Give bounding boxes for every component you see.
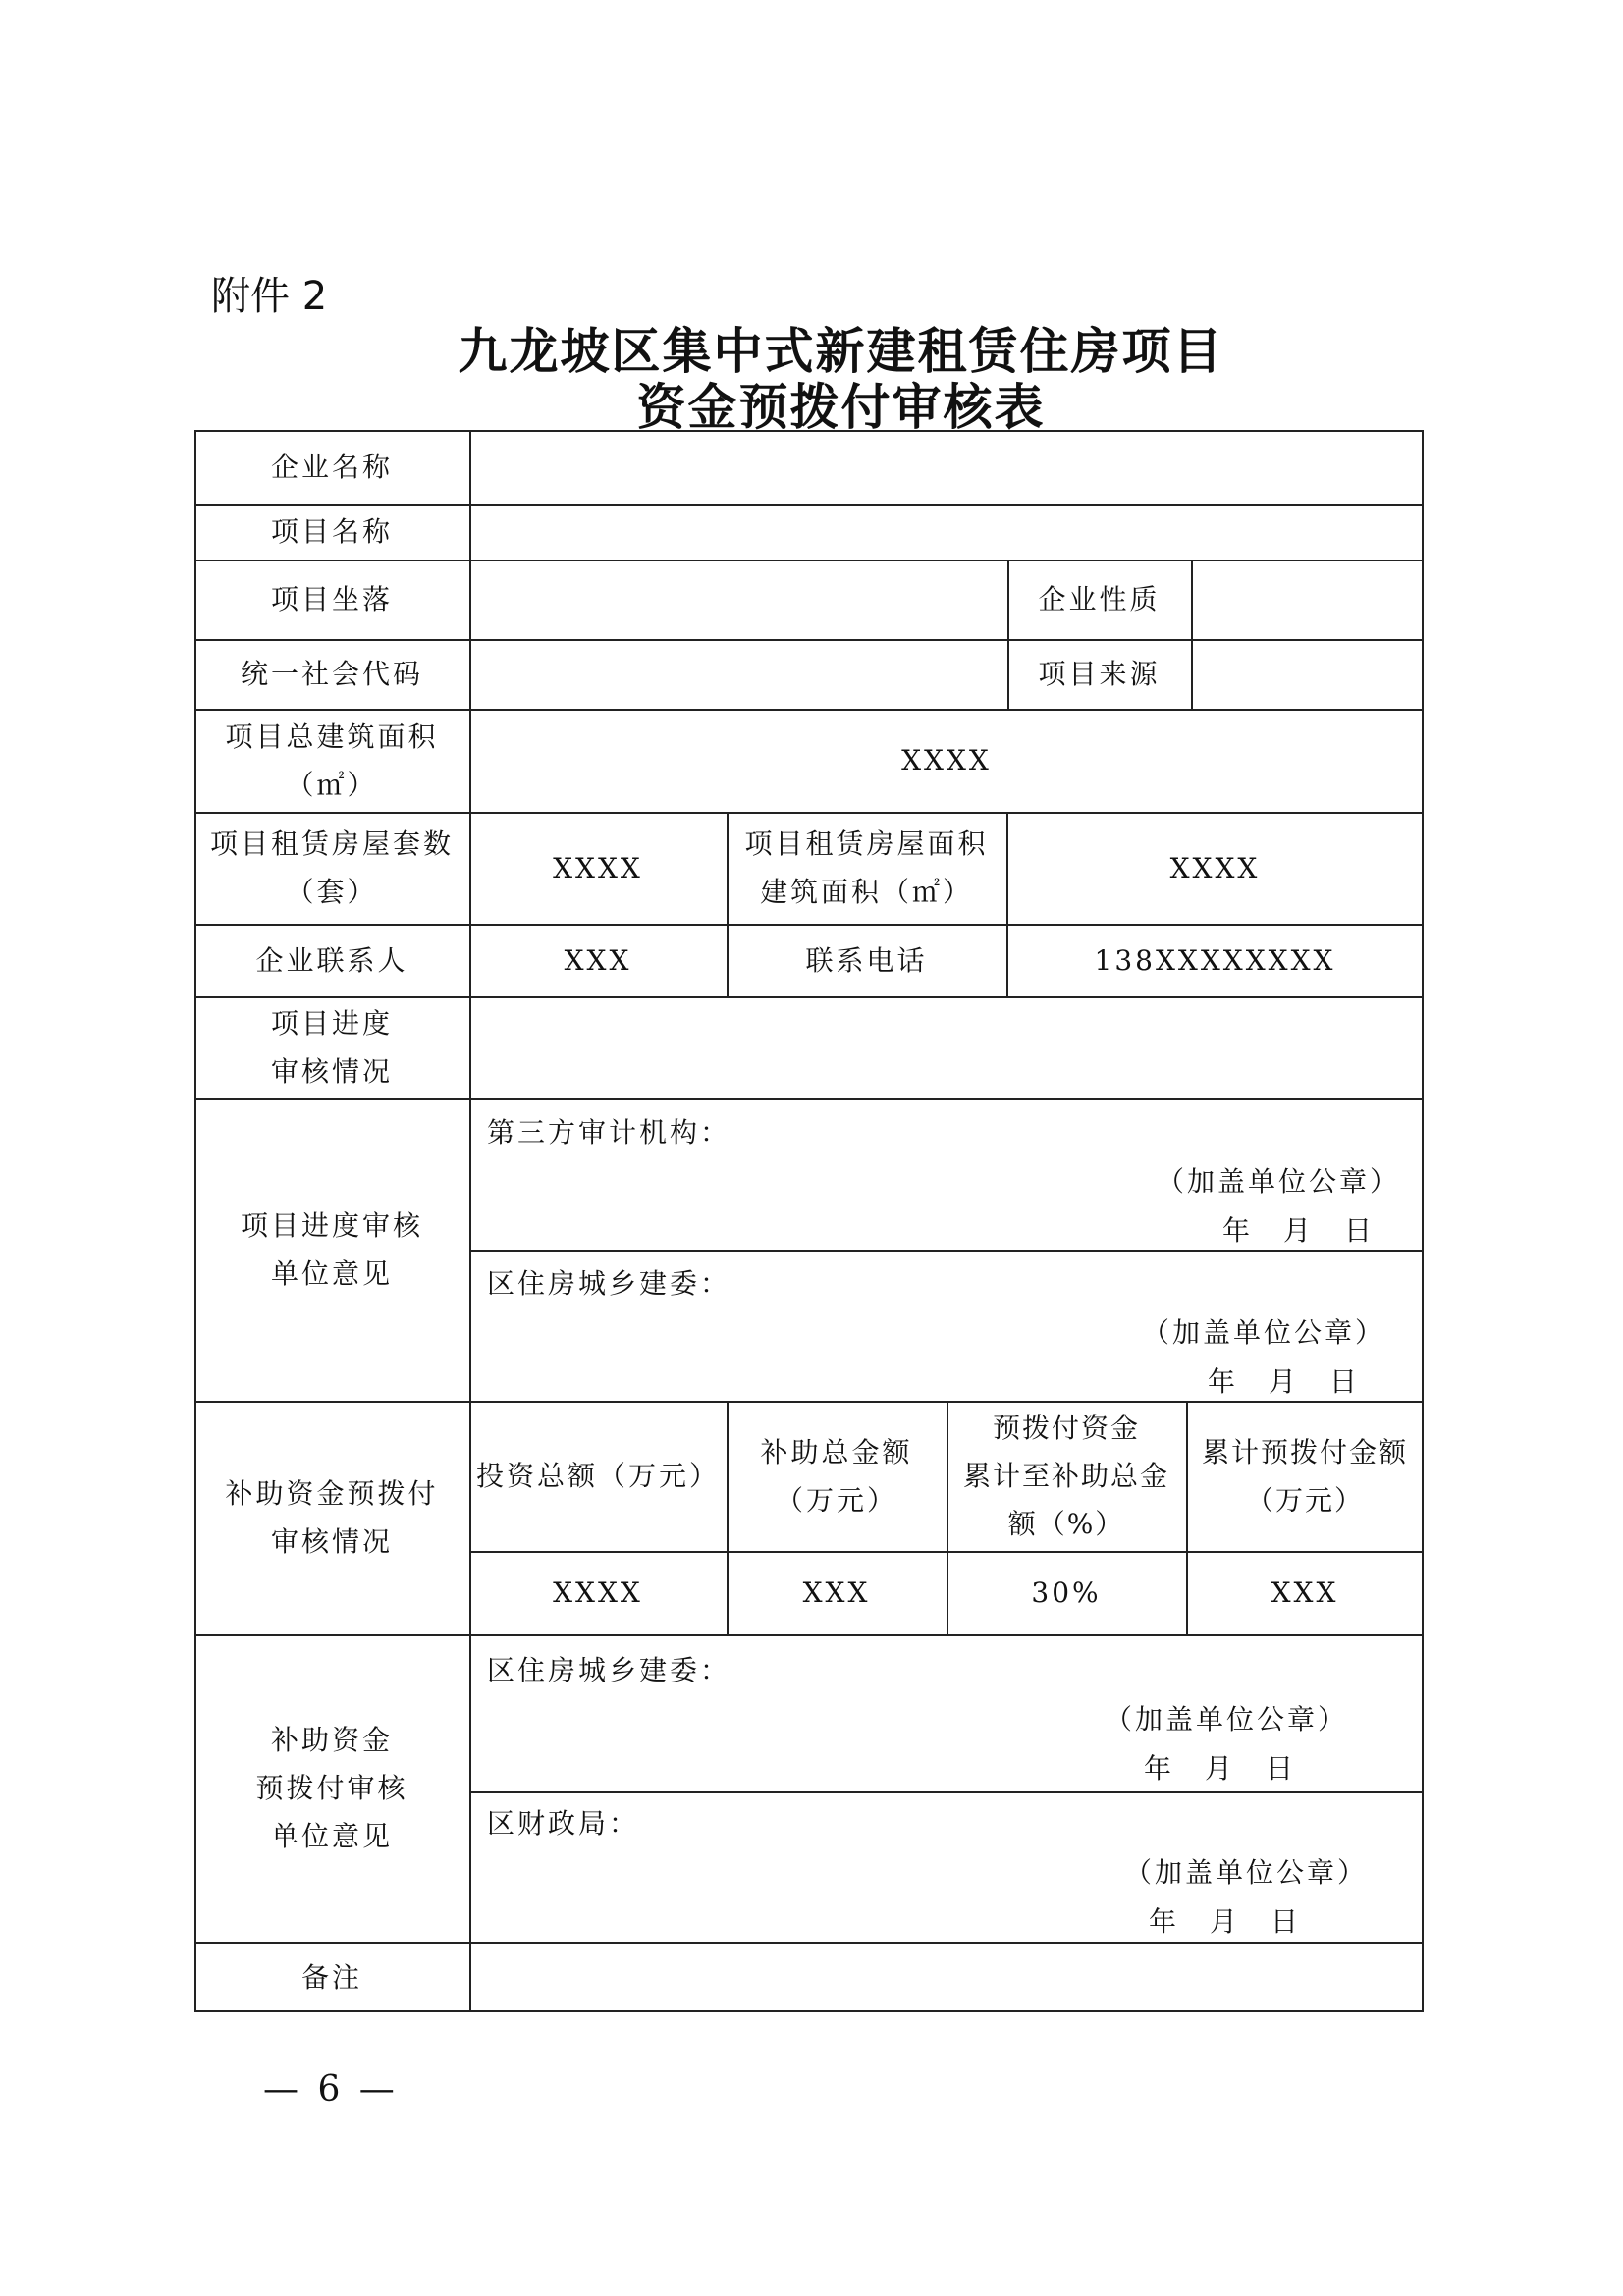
project-source-label: 项目来源 xyxy=(1038,658,1161,690)
housing-committee-label: 区住房城乡建委： xyxy=(487,1267,731,1300)
housing-committee-label: 区住房城乡建委： xyxy=(487,1654,731,1686)
credit-code-label: 统一社会代码 xyxy=(240,658,423,690)
form-title-line-2: 资金预拨付审核表 xyxy=(636,378,1046,436)
seal-note: （加盖单位公章） xyxy=(1157,1165,1401,1198)
company-nature-label: 企业性质 xyxy=(1038,583,1161,615)
signature-date: 年 月 日 xyxy=(1222,1214,1376,1247)
subsidy-audit-label: 补助资金预拨付 审核情况 xyxy=(225,1477,439,1558)
investment-header: 投资总额（万元） xyxy=(475,1460,720,1492)
signature-date: 年 月 日 xyxy=(1208,1365,1361,1398)
signature-date: 年 月 日 xyxy=(1144,1752,1297,1785)
subsidy-total-value[interactable]: XXX xyxy=(802,1576,871,1609)
remarks-field[interactable] xyxy=(469,1942,1424,2012)
company-name-label: 企业名称 xyxy=(270,451,393,483)
company-nature-field[interactable] xyxy=(1191,560,1424,639)
credit-code-field[interactable] xyxy=(469,639,1007,709)
total-area-label: 项目总建筑面积 （㎡） xyxy=(225,720,439,801)
prepay-ratio-value[interactable]: 30% xyxy=(1031,1576,1102,1609)
rental-area-label: 项目租赁房屋面积 建筑面积（㎡） xyxy=(744,828,989,908)
progress-opinion-label: 项目进度审核 单位意见 xyxy=(240,1209,423,1290)
phone-value[interactable]: 138XXXXXXXX xyxy=(1094,943,1336,977)
cumulative-prepay-value[interactable]: XXX xyxy=(1271,1576,1339,1609)
project-source-field[interactable] xyxy=(1191,639,1424,709)
investment-value[interactable]: XXXX xyxy=(553,1576,643,1609)
attachment-label: 附件 2 xyxy=(211,274,328,319)
subsidy-opinion-label: 补助资金 预拨付审核 单位意见 xyxy=(255,1724,408,1852)
finance-bureau-label: 区财政局： xyxy=(487,1807,640,1840)
rental-units-value[interactable]: XXXX xyxy=(553,851,643,884)
seal-note: （加盖单位公章） xyxy=(1105,1703,1349,1735)
subsidy-total-header: 补助总金额 （万元） xyxy=(760,1435,913,1517)
progress-audit-field[interactable] xyxy=(469,996,1424,1098)
cumulative-prepay-header: 累计预拨付金额 （万元） xyxy=(1201,1435,1408,1517)
project-name-field[interactable] xyxy=(469,504,1424,560)
row-divider xyxy=(469,1791,1424,1793)
rental-units-label: 项目租赁房屋套数 （套） xyxy=(209,828,454,908)
phone-label: 联系电话 xyxy=(805,943,928,977)
third-party-auditor-label: 第三方审计机构： xyxy=(487,1116,731,1148)
form-title-line-1: 九龙坡区集中式新建租赁住房项目 xyxy=(458,322,1224,380)
project-location-label: 项目坐落 xyxy=(270,583,393,615)
row-divider xyxy=(469,1250,1424,1252)
seal-note: （加盖单位公章） xyxy=(1124,1856,1369,1889)
page-number: — 6 — xyxy=(263,2069,399,2109)
remarks-label: 备注 xyxy=(300,1960,362,1994)
seal-note: （加盖单位公章） xyxy=(1142,1316,1386,1349)
company-name-field[interactable] xyxy=(469,430,1424,504)
project-location-field[interactable] xyxy=(469,560,1007,639)
contact-person-value[interactable]: XXX xyxy=(564,943,632,977)
prepay-ratio-header: 预拨付资金 累计至补助总金 额（%） xyxy=(962,1412,1169,1540)
project-name-label: 项目名称 xyxy=(270,515,393,548)
contact-person-label: 企业联系人 xyxy=(255,943,408,977)
total-area-value[interactable]: XXXX xyxy=(901,744,992,776)
signature-date: 年 月 日 xyxy=(1149,1905,1302,1938)
rental-area-value[interactable]: XXXX xyxy=(1169,851,1261,884)
progress-audit-label: 项目进度 审核情况 xyxy=(270,1007,393,1088)
